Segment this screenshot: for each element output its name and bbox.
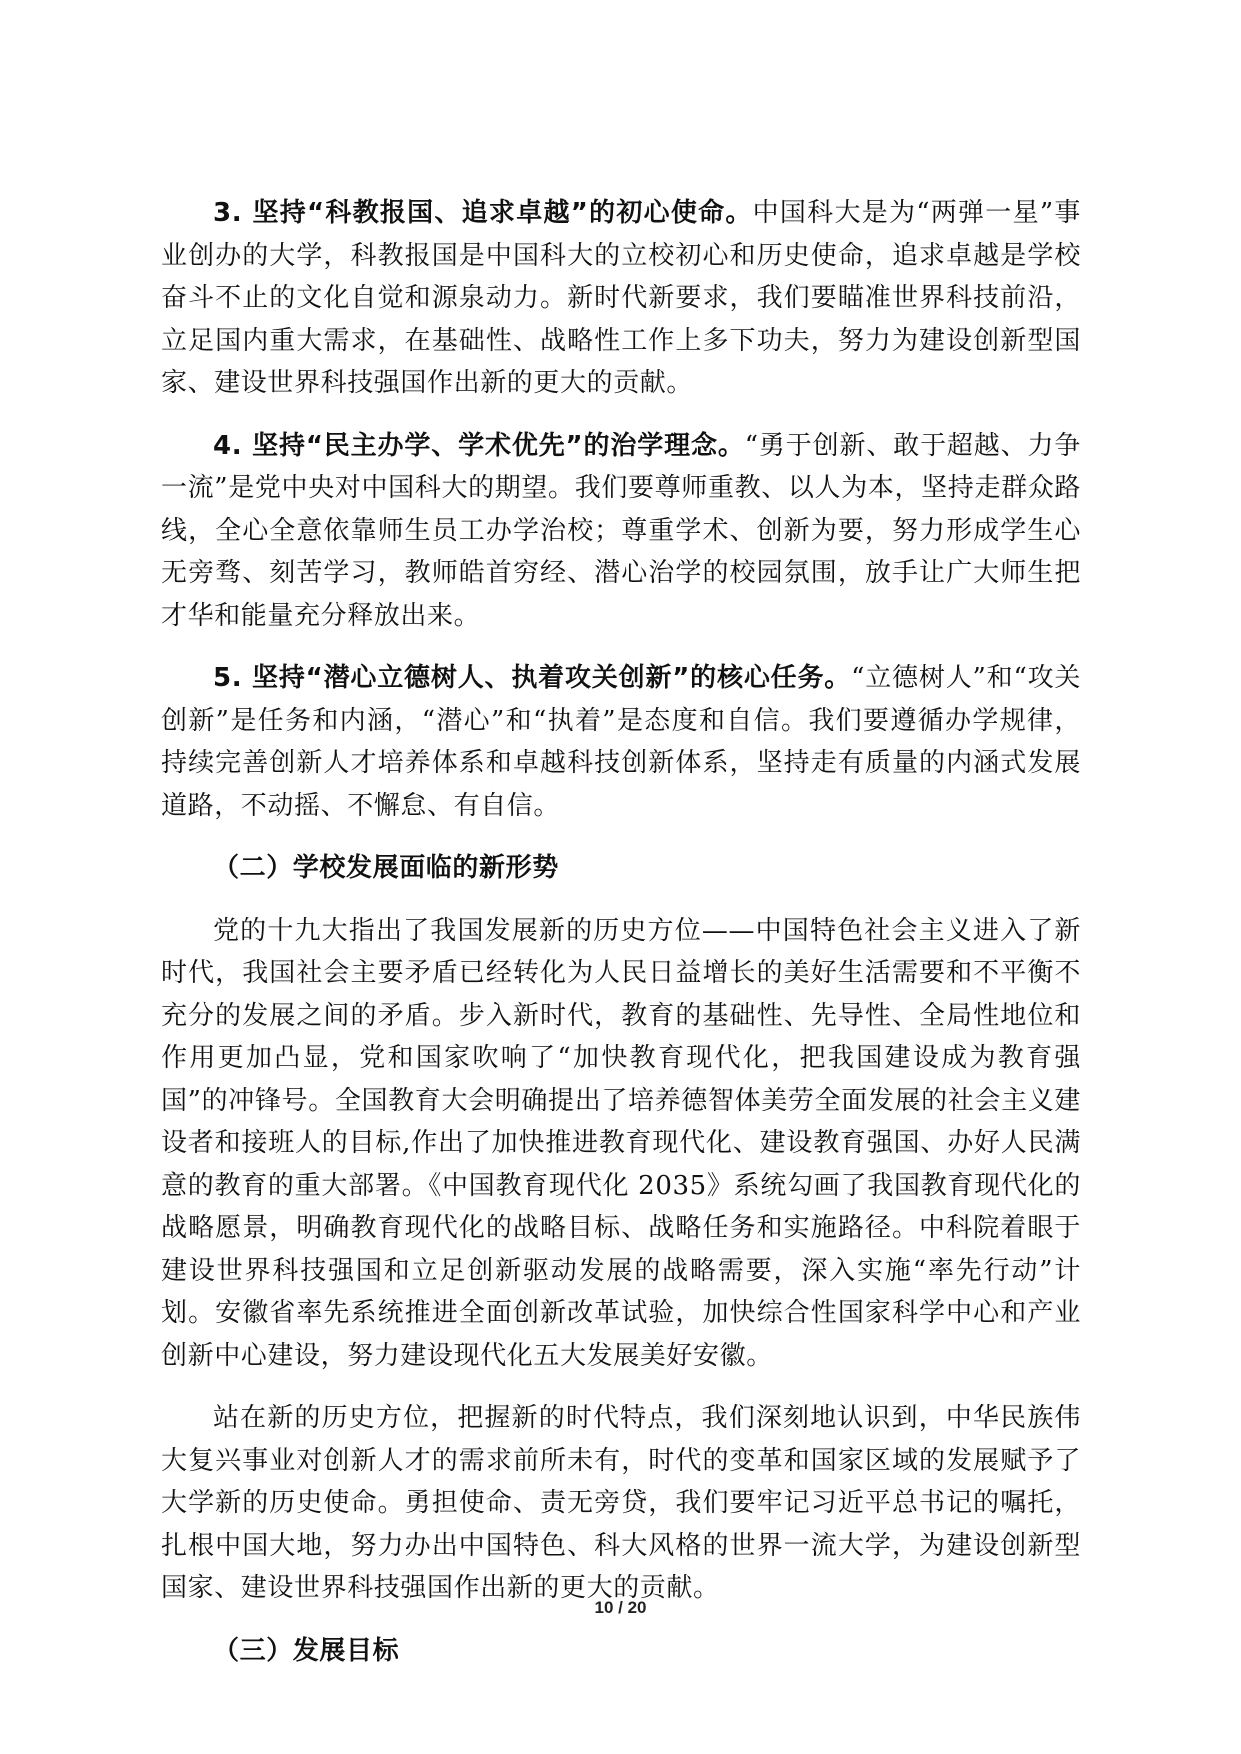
principle-5-lead: 5. 坚持“潜心立德树人、执着攻关创新”的核心任务。	[213, 663, 852, 693]
principle-3-lead: 3. 坚持“科教报国、追求卓越”的初心使命。	[213, 198, 753, 228]
section-3-heading: （三）发展目标	[213, 1635, 400, 1666]
principle-4-paragraph	[161, 425, 1081, 638]
principle-4-text: “勇于创新、敢于超越、力争一流”是党中央对中国科大的期望。我们要尊师重教、以人为本，坚持走群众路线，全心全意依靠师生员工办学治校；尊重学术、创新为要，努力形成学生心无旁骛、刻苦学习，教师皓首穷经、潜心治学的校园氛围，放手让广大师生把才华和能量充分释放出来。	[161, 430, 1081, 631]
section-2-heading: （二）学校发展面临的新形势	[213, 853, 559, 883]
principle-5-paragraph	[161, 657, 1081, 827]
section-2-paragraph-1: 党的十九大指出了我国发展新的历史方位——中国特色社会主义进入了新时代，我国社会主要矛盾已经转化为人民日益增长的美好生活需要和不平衡不充分的发展之间的矛盾。步入新时代，教育的基础性、先导性、全局性地位和作用更加凸显，党和国家吹响了“加快教育现代化，把我国建设成为教育强国”的冲锋号。全国教育大会明确提出了培养德智体美劳全面发展的社会主义建设者和接班人的目标,作出了加快推进教育现代化、建设教育强国、办好人民满意的教育的重大部署。《中国教育现代化 2035》系统勾画了我国教育现代化的战略愿景，明确教育现代化的战略目标、战略任务和实施路径。中科院着眼于建设世界科技强国和立足创新驱动发展的战略需要，深入实施“率先行动”计划。安徽省率先系统推进全面创新改革试验，加快综合性国家科学中心和产业创新中心建设，努力建设现代化五大发展美好安徽。	[161, 915, 1081, 1371]
principle-3-paragraph	[161, 192, 1081, 405]
principle-4-lead: 4. 坚持“民主办学、学术优先”的治学理念。	[213, 430, 745, 461]
principle-5-text: “立德树人”和“攻关创新”是任务和内涵，“潜心”和“执着”是态度和自信。我们要遵循办学规律，持续完善创新人才培养体系和卓越科技创新体系，坚持走有质量的内涵式发展道路，不动摇、不懈怠、有自信。	[161, 663, 1081, 821]
principle-3-text: 中国科大是为“两弹一星”事业创办的大学，科教报国是中国科大的立校初心和历史使命，追求卓越是学校奋斗不止的文化自觉和源泉动力。新时代新要求，我们要瞄准世界科技前沿，立足国内重大需求，在基础性、战略性工作上多下功夫，努力为建设创新型国家、建设世界科技强国作出新的更大的贡献。	[161, 198, 1081, 398]
page-number: 10 / 20	[594, 1598, 647, 1617]
section-2-paragraph-2: 站在新的历史方位，把握新的时代特点，我们深刻地认识到，中华民族伟大复兴事业对创新人才的需求前所未有，时代的变革和国家区域的发展赋予了大学新的历史使命。勇担使命、责无旁贷，我们要牢记习近平总书记的嘱托，扎根中国大地，努力办出中国特色、科大风格的世界一流大学，为建设创新型国家、建设世界科技强国作出新的更大的贡献。	[161, 1403, 1081, 1603]
document-page	[161, 192, 1081, 1692]
